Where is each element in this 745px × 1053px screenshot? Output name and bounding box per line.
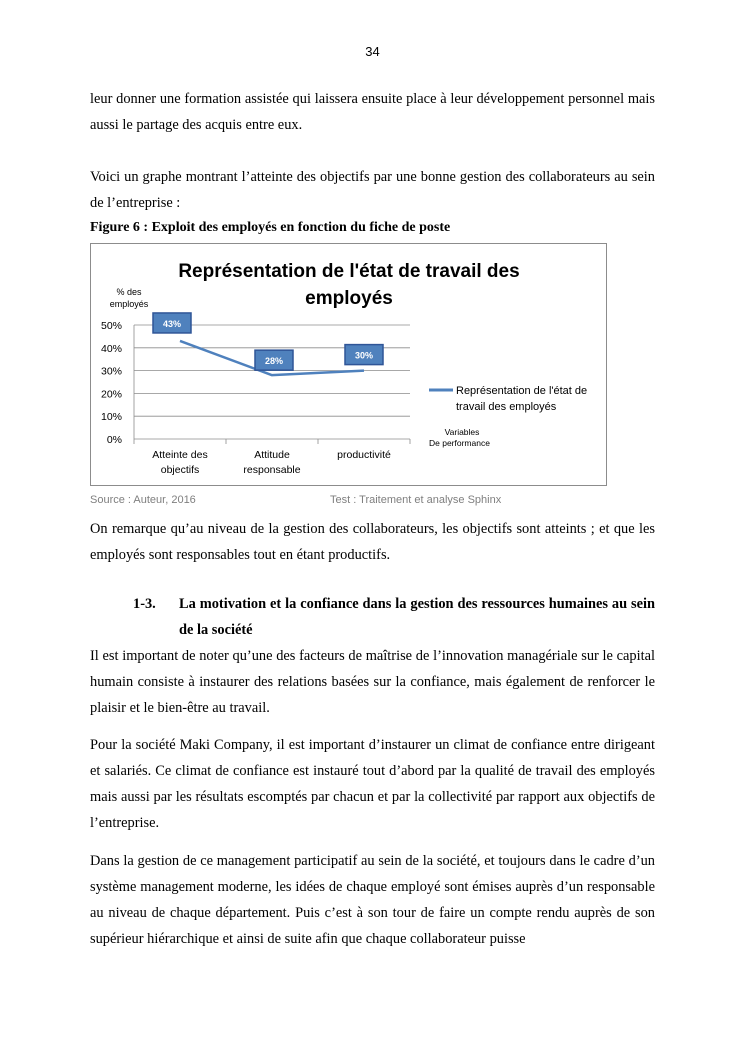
y-tick-label: 10% bbox=[100, 411, 122, 424]
legend-label-line2: travail des employés bbox=[456, 401, 557, 413]
chart-svg bbox=[91, 244, 608, 487]
y-axis-label-line1: % des bbox=[116, 287, 142, 297]
data-label: 43% bbox=[162, 318, 182, 329]
paragraph-5 bbox=[90, 732, 655, 836]
x-tick-label: productivité bbox=[337, 449, 391, 461]
chart-title-line2: employés bbox=[305, 288, 393, 309]
page-number: 34 bbox=[365, 44, 380, 59]
x-tick-label: Atteinte des bbox=[152, 449, 208, 461]
paragraph-1 bbox=[90, 86, 655, 138]
section-number: 1-3. bbox=[133, 596, 156, 612]
section-title: La motivation et la confiance dans la gestion des ressources humaines au sein de la société bbox=[179, 596, 655, 638]
paragraph-1-text: leur donner une formation assistée qui laissera ensuite place à leur développement personnel mais aussi le partage des acquis entre eux. bbox=[90, 91, 655, 133]
y-tick-label: 30% bbox=[100, 365, 122, 378]
figure-caption: Figure 6 : Exploit des employés en fonction du fiche de poste bbox=[90, 220, 451, 235]
legend-note-line1: Variables bbox=[444, 427, 480, 437]
x-tick-label: Attitude bbox=[254, 449, 290, 461]
line-chart bbox=[90, 243, 607, 486]
paragraph-4-text: Il est important de noter qu’une des facteurs de maîtrise de l’innovation managériale sur le capital humain consiste à instaurer des relations basées sur la confiance, mais également de renforcer le plaisir et le bien-être au travail. bbox=[90, 648, 655, 716]
y-tick-label: 0% bbox=[106, 434, 122, 446]
paragraph-3-text: On remarque qu’au niveau de la gestion des collaborateurs, les objectifs sont atteints ; et que les employés sont responsables tout en étant productifs. bbox=[90, 521, 655, 563]
data-label: 28% bbox=[264, 356, 284, 367]
paragraph-2-text: Voici un graphe montrant l’atteinte des objectifs par une bonne gestion des collaborateurs au sein de l’entreprise : bbox=[90, 169, 655, 211]
legend-note-line2: De performance bbox=[429, 438, 490, 448]
x-tick-label: responsable bbox=[243, 464, 301, 476]
figure-source: Source : Auteur, 2016 bbox=[90, 494, 196, 506]
x-tick-label: objectifs bbox=[160, 464, 200, 476]
paragraph-4 bbox=[90, 643, 655, 721]
paragraph-5-text: Pour la société Maki Company, il est important d’instaurer un climat de confiance entre dirigeant et salariés. Ce climat de confiance est instauré tout d’abord par la qualité de travail des employés mais aussi par les résultats escomptés par chacun et par la collectivité par rapport aux objectifs de l’entreprise. bbox=[90, 737, 655, 831]
y-axis-label-line2: employés bbox=[109, 299, 149, 309]
paragraph-6 bbox=[90, 848, 655, 952]
y-tick-label: 20% bbox=[100, 388, 122, 401]
data-label: 30% bbox=[354, 350, 374, 361]
paragraph-2 bbox=[90, 164, 655, 216]
figure-test: Test : Traitement et analyse Sphinx bbox=[330, 494, 502, 506]
paragraph-6-text: Dans la gestion de ce management participatif au sein de la société, et toujours dans le cadre d’un système management moderne, les idées de chaque employé sont émises auprès d’un responsable au niveau de chaque département. Puis c’est à son tour de faire un compte rendu auprès de son supérieur hiérarchique et ainsi de suite afin que chaque collaborateur puisse bbox=[90, 853, 655, 947]
chart-title-line1: Représentation de l'état de travail des bbox=[178, 261, 520, 282]
legend-label-line1: Représentation de l'état de bbox=[456, 385, 588, 397]
paragraph-3 bbox=[90, 516, 655, 568]
y-tick-label: 40% bbox=[100, 342, 122, 355]
y-tick-label: 50% bbox=[100, 320, 122, 332]
